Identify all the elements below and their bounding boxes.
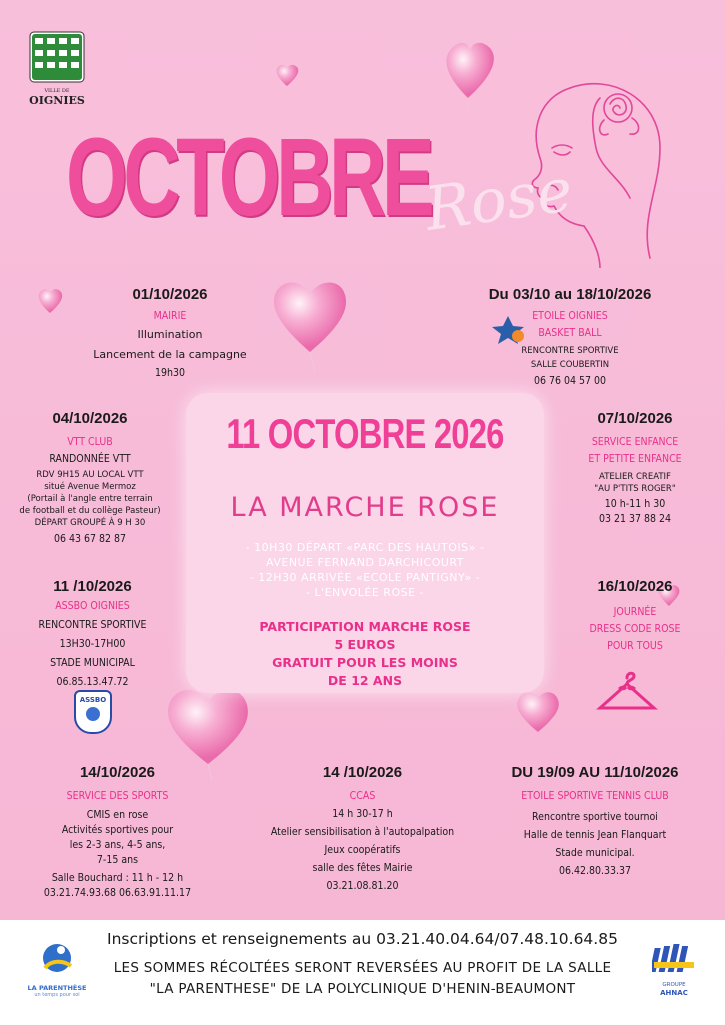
marche-info — [186, 540, 544, 600]
participation-line: GRATUIT POUR LES MOINS — [272, 655, 458, 670]
event-line: situé Avenue Mermoz — [44, 482, 136, 492]
event-line: Illumination — [137, 328, 203, 341]
event-line: les 2-3 ans, 4-5 ans, — [69, 839, 166, 851]
event-dresscode — [560, 578, 710, 654]
event-line: 14 h 30-17 h — [332, 808, 393, 820]
footer-line2: LES SOMMES RÉCOLTÉES SERONT REVERSÉES AU PROFIT DE LA SALLE — [113, 960, 612, 976]
event-tennis — [490, 764, 700, 879]
event-date: DU 19/09 AU 11/10/2026 — [511, 764, 679, 781]
event-date: 01/10/2026 — [132, 286, 208, 303]
event-org: BASKET BALL — [538, 327, 602, 339]
event-line: RENCONTRE SPORTIVE — [521, 346, 619, 356]
event-line: STADE MUNICIPAL — [50, 657, 135, 669]
event-date: 14 /10/2026 — [322, 764, 403, 781]
event-phone: 03.21.08.81.20 — [326, 880, 399, 892]
event-line: ATELIER CREATIF — [599, 472, 671, 482]
assbo-badge-text: ASSBO — [79, 696, 107, 704]
participation-line: PARTICIPATION MARCHE ROSE — [259, 619, 471, 634]
event-line: Jeux coopératifs — [324, 844, 401, 856]
event-line: CMIS en rose — [86, 809, 149, 821]
event-date: 07/10/2026 — [597, 410, 673, 427]
event-org: ET PETITE ENFANCE — [588, 453, 682, 465]
assbo-badge — [74, 690, 112, 734]
title-octobre: OCTOBRE — [66, 116, 431, 239]
ball-icon — [86, 707, 100, 721]
event-line: 13H30-17H00 — [59, 638, 126, 650]
event-line: 10 h-11 h 30 — [604, 498, 666, 510]
event-org: ETOILE OIGNIES — [532, 310, 608, 322]
ahnac-logo-text1: GROUPE — [662, 982, 686, 988]
marche-date — [186, 410, 544, 458]
ahnac-logo-text2: AHNAC — [660, 989, 688, 997]
marche-participation — [186, 618, 544, 690]
basket-star-icon — [488, 314, 528, 346]
hanger-icon — [596, 666, 658, 716]
event-line: 19h30 — [154, 367, 186, 379]
event-org: MAIRIE — [153, 310, 187, 322]
ahnac-logo — [650, 942, 698, 997]
event-line: salle des fêtes Mairie — [312, 862, 413, 874]
event-org: JOURNÉE — [613, 606, 657, 618]
event-org: DRESS CODE ROSE — [589, 623, 681, 635]
event-vtt — [10, 410, 170, 547]
event-assbo — [10, 578, 175, 690]
event-sports — [20, 764, 215, 901]
footer-line3: "LA PARENTHESE" DE LA POLYCLINIQUE D'HENIN-BEAUMONT — [149, 981, 576, 997]
event-line: "AU P'TITS ROGER" — [594, 484, 676, 494]
event-phone: 03.21.74.93.68 06.63.91.11.17 — [43, 887, 192, 899]
event-phone: 06.42.80.33.37 — [558, 865, 632, 877]
parenthese-logo-text: LA PARENTHÈSE — [27, 984, 87, 992]
marche-date-text: 11 OCTOBRE 2026 — [226, 410, 504, 457]
event-org: SERVICE ENFANCE — [591, 436, 679, 448]
event-date: 14/10/2026 — [79, 764, 156, 781]
event-org: POUR TOUS — [607, 640, 663, 652]
marche-info-line: - 10H30 DÉPART «PARC DES HAUTOIS» - — [245, 541, 485, 554]
event-line: DÉPART GROUPÉ À 9 H 30 — [34, 518, 146, 528]
event-line: de football et du collège Pasteur) — [19, 506, 161, 516]
event-org: ETOILE SPORTIVE TENNIS CLUB — [521, 790, 669, 802]
participation-line: 5 EUROS — [334, 637, 396, 652]
event-phone: 06 76 04 57 00 — [533, 375, 607, 387]
parenthese-logo-icon — [37, 938, 77, 980]
event-line: RDV 9H15 AU LOCAL VTT — [36, 470, 144, 480]
title-rose-script: Rose — [420, 155, 577, 245]
event-line: (Portail à l'angle entre terrain — [27, 494, 153, 504]
footer-contact: Inscriptions et renseignements au 03.21.40.04.64/07.48.10.64.85 — [107, 930, 618, 948]
event-line: SALLE COUBERTIN — [530, 360, 610, 370]
marche-info-line: - L'ENVOLÉE ROSE - — [305, 586, 424, 599]
event-line: Lancement de la campagne — [93, 348, 247, 361]
event-phone: 03 21 37 88 24 — [598, 513, 672, 525]
event-ccas — [240, 764, 485, 894]
event-phone: 06.85.13.47.72 — [56, 676, 129, 688]
event-org: ASSBO OIGNIES — [55, 600, 130, 612]
event-line: RENCONTRE SPORTIVE — [38, 619, 147, 631]
footer — [0, 920, 725, 1025]
event-org: CCAS — [349, 790, 376, 802]
town-small: VILLE DE — [44, 88, 70, 94]
ahnac-logo-icon — [652, 942, 696, 978]
marche-info-line: - 12H30 ARRIVÉE «ECOLE PANTIGNY» - — [249, 571, 481, 584]
event-date: 11 /10/2026 — [53, 578, 132, 595]
town-name: OIGNIES — [29, 94, 85, 107]
event-line: 7-15 ans — [96, 854, 139, 866]
event-date: 04/10/2026 — [52, 410, 128, 427]
event-line: Salle Bouchard : 11 h - 12 h — [51, 872, 184, 884]
event-line: Halle de tennis Jean Flanquart — [523, 829, 667, 841]
event-org: RANDONNÉE VTT — [49, 453, 131, 465]
event-org: VTT CLUB — [67, 436, 113, 448]
event-line: Rencontre sportive tournoi — [532, 811, 658, 823]
event-enfance — [555, 410, 715, 527]
parenthese-logo-sub: un temps pour soi — [34, 992, 80, 998]
event-line: Activités sportives pour — [61, 824, 174, 836]
event-line: Stade municipal. — [555, 847, 635, 859]
event-mairie — [70, 286, 270, 381]
event-line: Atelier sensibilisation à l'autopalpation — [270, 826, 455, 838]
event-date: 16/10/2026 — [597, 578, 673, 595]
parenthese-logo — [22, 938, 92, 998]
event-date: Du 03/10 au 18/10/2026 — [488, 286, 652, 303]
marche-title: LA MARCHE ROSE — [230, 492, 500, 523]
marche-info-line: AVENUE FERNAND DARCHICOURT — [266, 556, 464, 569]
event-org: SERVICE DES SPORTS — [66, 790, 169, 802]
participation-line: DE 12 ANS — [327, 673, 403, 688]
event-phone: 06 43 67 82 87 — [53, 533, 127, 545]
